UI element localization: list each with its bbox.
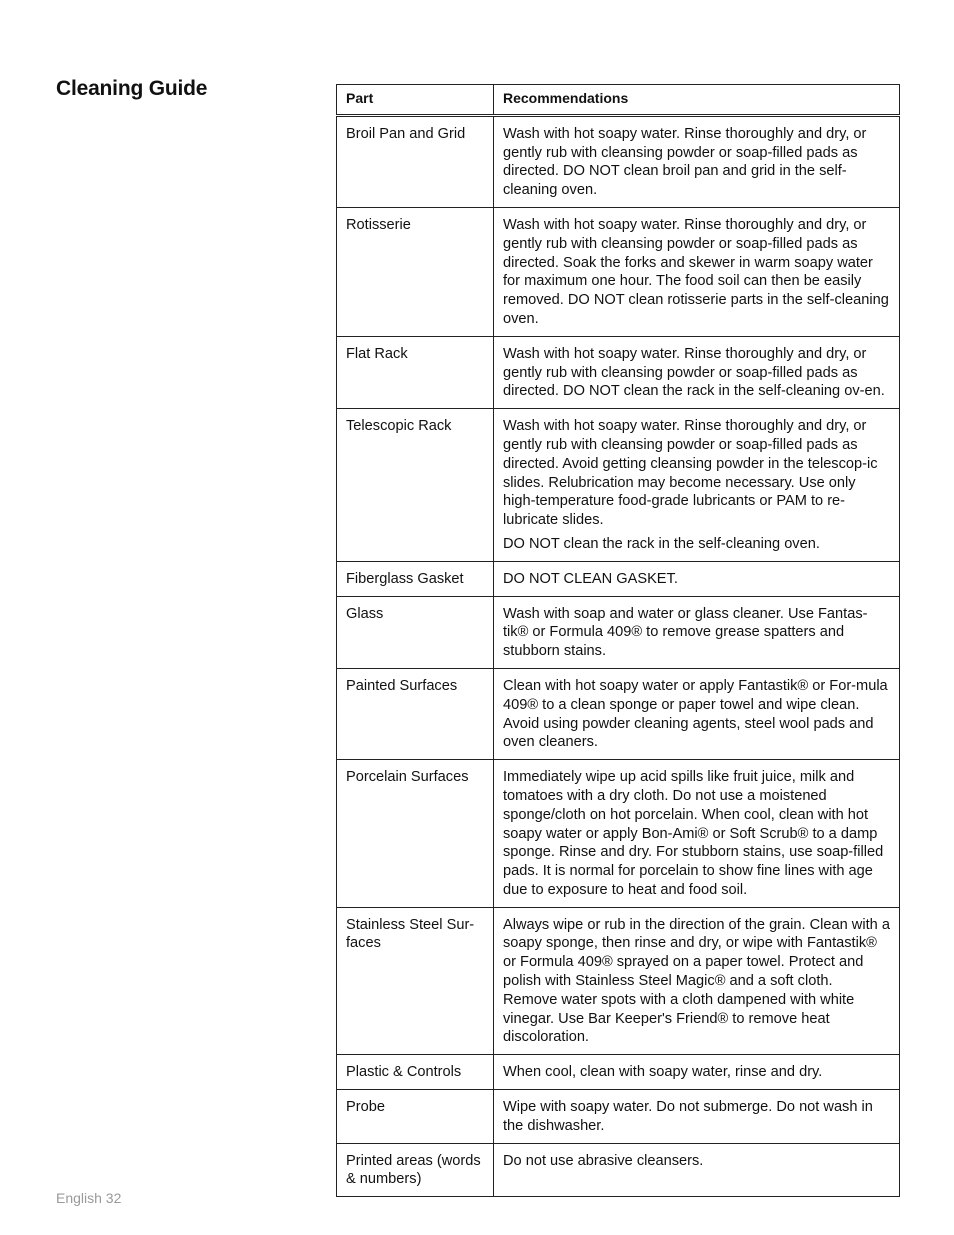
recommendation-text: When cool, clean with soapy water, rinse and dry. [503, 1064, 823, 1081]
recommendation-text: Wash with hot soapy water. Rinse thoroughly and dry, or gently rub with cleansing powder or soap-filled pads as directed. DO NOT clean the rack in the self-cleaning ov-en. [503, 345, 885, 400]
recommendation-cell [494, 409, 900, 562]
recommendation-cell [494, 115, 900, 207]
table-body [337, 115, 900, 1196]
part-cell: Printed areas (words & numbers) [337, 1143, 494, 1197]
cleaning-guide-table [336, 84, 900, 1197]
recommendation-cell [494, 596, 900, 668]
recommendation-text: Do not use abrasive cleansers. [503, 1152, 704, 1169]
recommendation-cell [494, 668, 900, 759]
part-cell: Plastic & Controls [337, 1055, 494, 1090]
part-cell: Porcelain Surfaces [337, 760, 494, 908]
recommendation-text: Wipe with soapy water. Do not submerge. Do not wash in the dishwasher. [503, 1099, 873, 1134]
table-row [337, 1055, 900, 1090]
part-cell: Rotisserie [337, 207, 494, 336]
part-cell: Glass [337, 596, 494, 668]
recommendation-cell [494, 336, 900, 408]
part-cell: Broil Pan and Grid [337, 115, 494, 207]
recommendation-cell [494, 1143, 900, 1197]
recommendation-text: Wash with hot soapy water. Rinse thoroughly and dry, or gently rub with cleansing powder or soap-filled pads as directed. DO NOT clean broil pan and grid in the self-cleaning oven. [503, 125, 867, 199]
table-row [337, 561, 900, 596]
recommendation-text: Wash with soap and water or glass cleaner. Use Fantas-tik® or Formula 409® to remove grease spatters and stubborn stains. [503, 605, 868, 660]
column-header-part: Part [337, 85, 494, 116]
recommendation-text: Wash with hot soapy water. Rinse thoroughly and dry, or gently rub with cleansing powder or soap-filled pads as directed. Soak the forks and skewer in warm soapy water for maximum one hour. The food soil can then be easily removed. DO NOT clean rotisserie parts in the self-cleaning oven. [503, 216, 889, 327]
column-header-recommendations: Recommendations [494, 85, 900, 116]
recommendation-text: DO NOT clean the rack in the self-cleaning oven. [503, 535, 820, 552]
table-row [337, 668, 900, 759]
page-title: Cleaning Guide [56, 77, 208, 100]
recommendation-text: Wash with hot soapy water. Rinse thoroughly and dry, or gently rub with cleansing powder or soap-filled pads as directed. Avoid getting cleansing powder in the telescop-ic slides. Relubrication may become necessary. Use only high-temperature food-grade lubricants or PAM to re-lubricate slides. [503, 418, 878, 529]
table-row [337, 115, 900, 207]
recommendation-text: DO NOT CLEAN GASKET. [503, 570, 678, 587]
table-row [337, 907, 900, 1055]
table-row [337, 596, 900, 668]
table-row [337, 760, 900, 908]
part-cell: Fiberglass Gasket [337, 561, 494, 596]
part-cell: Telescopic Rack [337, 409, 494, 562]
table-row [337, 1090, 900, 1144]
table-row [337, 409, 900, 562]
recommendation-text: Always wipe or rub in the direction of the grain. Clean with a soapy sponge, then rinse and dry, or wipe with Fantastik® or Formula 409® sprayed on a paper towel. Protect and polish with Stainless Steel Magic® and a soft cloth. Remove water spots with a cloth dampened with white vinegar. Use Bar Keeper's Friend® to remove heat discoloration. [503, 916, 890, 1046]
recommendation-cell [494, 1055, 900, 1090]
recommendation-text: Clean with hot soapy water or apply Fantastik® or For-mula 409® to a clean sponge or paper towel and wipe clean. Avoid using powder cleaning agents, steel wool pads and oven cleaners. [503, 677, 888, 751]
recommendation-cell [494, 561, 900, 596]
recommendation-cell [494, 1090, 900, 1144]
part-cell: Stainless Steel Sur-faces [337, 907, 494, 1055]
page-footer: English 32 [56, 1190, 122, 1206]
recommendation-cell [494, 907, 900, 1055]
recommendation-text: Immediately wipe up acid spills like fruit juice, milk and tomatoes with a dry cloth. Do not use a moistened sponge/cloth on hot porcelain. When cool, clean with hot soapy water or apply Bon-Ami® or Soft Scrub® to a damp sponge. Rinse and dry. For stubborn stains, use soap-filled pads. It is normal for porcelain to show fine lines with age due to exposure to heat and food soil. [503, 769, 884, 898]
part-cell: Probe [337, 1090, 494, 1144]
part-cell: Flat Rack [337, 336, 494, 408]
table-row [337, 207, 900, 336]
part-cell: Painted Surfaces [337, 668, 494, 759]
recommendation-cell [494, 760, 900, 908]
table-row [337, 1143, 900, 1197]
table-header-row [337, 85, 900, 116]
table-row [337, 336, 900, 408]
recommendation-cell [494, 207, 900, 336]
